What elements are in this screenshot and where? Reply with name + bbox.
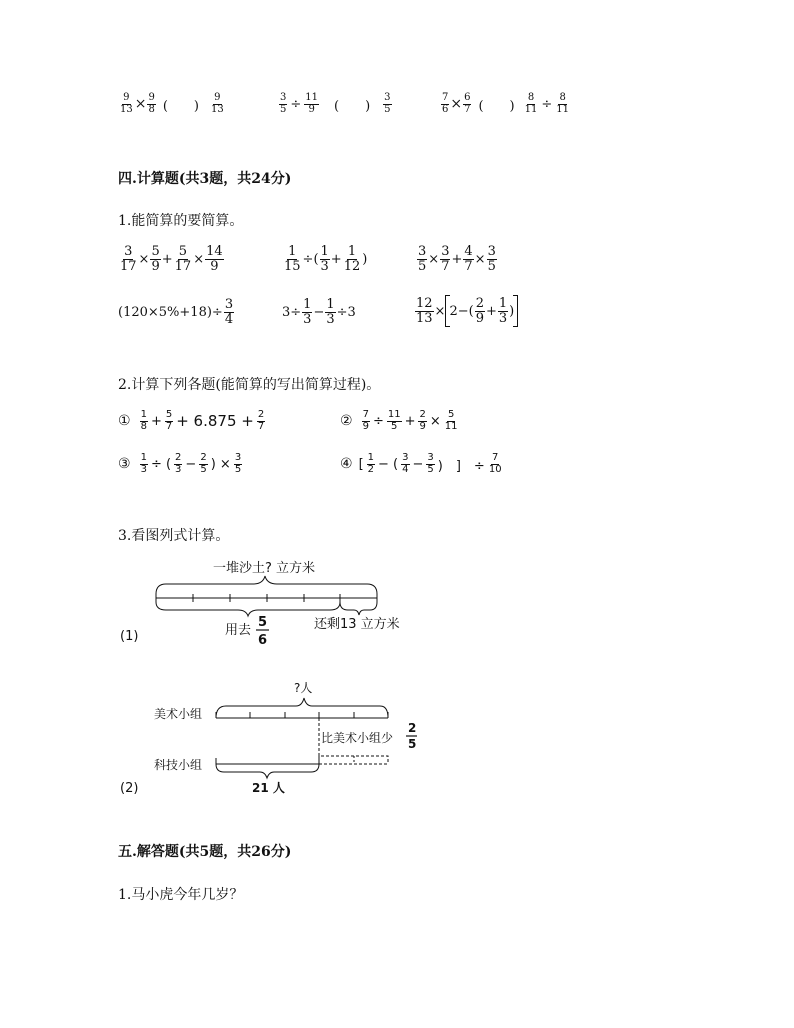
compare-expr-1: $\frac{9}{13}$ × $\frac{9}{8}$ ( ) $\frac{9}{13}$ (120, 92, 224, 115)
answer-blank[interactable]: ( ) (478, 98, 515, 114)
fig1-num: (1) (120, 629, 139, 644)
fig2-num: (2) (120, 781, 139, 796)
fig1-used-label: 用去 (225, 623, 252, 638)
fig2-row2-label: 科技小组 (154, 758, 203, 772)
section-5-question-1: 1.马小虎今年几岁？ (118, 887, 244, 903)
fraction: $\frac{3}{5}$ (384, 92, 391, 115)
fraction: $\frac{9}{8}$ (148, 92, 155, 115)
q1-expr-4: (120×5%+18)÷ $\frac{3}{4}$ (118, 297, 234, 327)
figure-2-group-diagram (118, 676, 438, 804)
fraction: $\frac{6}{7}$ (464, 92, 471, 115)
fig2-top-brace (216, 698, 388, 718)
question-2-label: 2.计算下列各题(能简算的写出简算过程)。 (118, 377, 381, 393)
fig1-left-label: 还剩13 立方米 (314, 617, 400, 632)
fig2-bottom-label: 21 人 (252, 781, 285, 795)
q1-expr-1: $\frac{3}{17}$ × $\frac{5}{9}$ + $\frac{5}{17}$ × $\frac{14}{9}$ (120, 244, 223, 274)
q1-expr-5: 3÷ $\frac{1}{3}$ − $\frac{1}{3}$ ÷3 (282, 297, 356, 327)
answer-blank[interactable]: ( ) (162, 98, 199, 114)
figure-1-sand-diagram (118, 552, 438, 652)
fig1-used-frac-n: 5 (258, 615, 268, 630)
q2-expr-4: ④ [ $\frac{1}{2}$ − ( $\frac{3}{4}$ − $\frac{3}{5}$ ) ] ÷ $\frac{7}{10}$ (340, 452, 502, 475)
section-5-heading: 五.解答题(共5题，共26分) (118, 844, 292, 860)
square-bracket-group: 2−( $\frac{2}{9}$ + $\frac{1}{3}$ ) (445, 295, 518, 327)
fig1-used-frac-d: 6 (258, 633, 268, 648)
fig1-used-brace (156, 602, 340, 616)
fraction: $\frac{8}{11}$ (556, 92, 570, 115)
fraction: $\frac{9}{13}$ (211, 92, 224, 115)
q2-expr-3: ③ $\frac{1}{3}$ ÷ ( $\frac{2}{3}$ − $\frac{2}{5}$ ) × $\frac{3}{5}$ (118, 452, 242, 475)
fraction: $\frac{8}{11}$ (524, 92, 538, 115)
fig1-top-label: 一堆沙土? 立方米 (213, 561, 316, 576)
question-3-label: 3.看图列式计算。 (118, 528, 230, 544)
fraction: $\frac{3}{5}$ (280, 92, 287, 115)
q1-expr-2: $\frac{1}{15}$ ÷( $\frac{1}{3}$ + $\frac{1}{12}$ ) (284, 244, 368, 274)
q1-expr-3: $\frac{3}{5}$ × $\frac{3}{7}$ + $\frac{4}{7}$ × $\frac{3}{5}$ (418, 244, 496, 274)
fraction: $\frac{11}{9}$ (305, 92, 319, 115)
fig2-bottom-brace (216, 764, 319, 778)
fig2-top-label: ?人 (294, 681, 313, 695)
fig2-less-frac-d: 5 (408, 737, 417, 751)
fig1-left-brace (340, 602, 377, 615)
question-1-label: 1.能简算的要简算。 (118, 213, 244, 229)
fig2-less-label: 比美术小组少 (321, 731, 394, 745)
q2-expr-1: ① $\frac{1}{8}$ + $\frac{5}{7}$ + 6.875 + $\frac{2}{7}$ (118, 409, 265, 432)
q2-expr-2: ② $\frac{7}{9}$ ÷ $\frac{11}{5}$ + $\frac{2}{9}$ × $\frac{5}{11}$ (340, 409, 458, 432)
compare-expr-3: $\frac{7}{6}$ × $\frac{6}{7}$ ( ) $\frac{8}{11}$ ÷ $\frac{8}{11}$ (442, 92, 570, 115)
fig2-row1-label: 美术小组 (154, 707, 203, 721)
fig1-top-brace (156, 576, 377, 594)
compare-expr-2: $\frac{3}{5}$ ÷ $\frac{11}{9}$ ( ) $\frac{3}{5}$ (280, 92, 391, 115)
fraction: $\frac{9}{13}$ (120, 92, 133, 115)
q1-expr-6: $\frac{12}{13}$ × 2−( $\frac{2}{9}$ + $\frac{1}{3}$ ) (414, 295, 518, 327)
fig2-less-frac-n: 2 (408, 721, 417, 735)
section-4-heading: 四.计算题(共3题，共24分) (118, 171, 292, 187)
fraction: $\frac{7}{6}$ (442, 92, 449, 115)
answer-blank[interactable]: ( ) (334, 98, 371, 114)
